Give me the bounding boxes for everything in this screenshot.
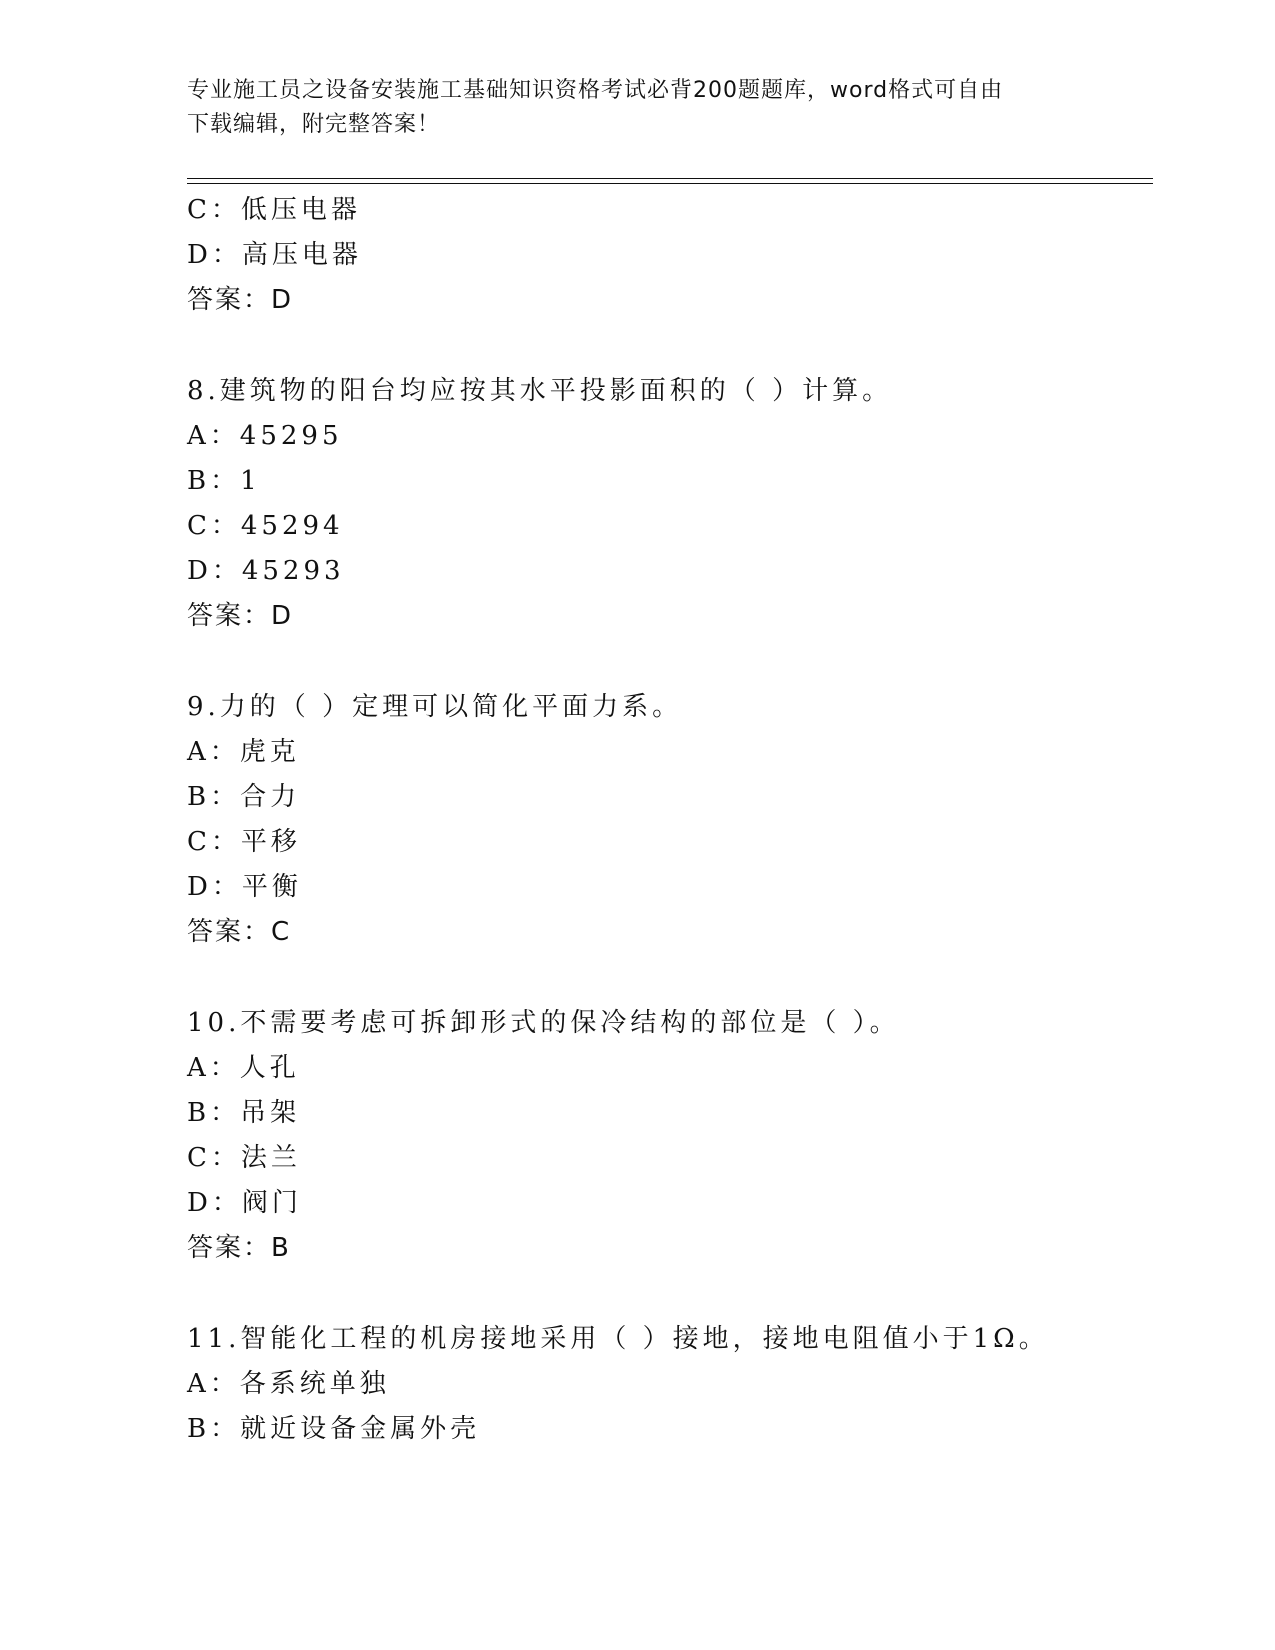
q11-option-a: A：各系统单独: [187, 1369, 390, 1399]
q8-stem: 8.建筑物的阳台均应按其水平投影面积的（ ）计算。: [187, 376, 893, 406]
q8-option-b: B：1: [187, 466, 261, 496]
q8-answer: 答案：D: [187, 601, 294, 631]
q9-answer: 答案：C: [187, 917, 292, 947]
header-line-2: 下载编辑，附完整答案！: [187, 112, 441, 137]
q10-stem: 10.不需要考虑可拆卸形式的保冷结构的部位是（ ）。: [187, 1008, 900, 1038]
q8-option-d: D：45293: [187, 556, 345, 586]
q8-option-c: C：45294: [187, 511, 344, 541]
q11-option-b: B：就近设备金属外壳: [187, 1414, 481, 1444]
q7-answer: 答案：D: [187, 285, 294, 315]
q10-option-a: A：人孔: [187, 1053, 300, 1083]
q10-option-d: D：阀门: [187, 1188, 302, 1218]
document-header: [187, 74, 1067, 142]
q9-stem: 9.力的（ ）定理可以简化平面力系。: [187, 692, 683, 722]
header-rule-top: [187, 178, 1153, 179]
q9-option-d: D：平衡: [187, 872, 302, 902]
q8-option-a: A：45295: [187, 421, 343, 451]
q10-option-b: B：吊架: [187, 1098, 301, 1128]
q9-option-b: B：合力: [187, 782, 301, 812]
q10-answer: 答案：B: [187, 1233, 291, 1263]
q9-option-a: A：虎克: [187, 737, 300, 767]
q7-option-d: D：高压电器: [187, 240, 362, 270]
q9-option-c: C：平移: [187, 827, 301, 857]
q10-option-c: C：法兰: [187, 1143, 301, 1173]
header-rule-bottom: [187, 183, 1153, 184]
q7-option-c: C：低压电器: [187, 195, 361, 225]
header-line-1: 专业施工员之设备安装施工基础知识资格考试必背200题题库，word格式可自由: [187, 78, 1004, 103]
q11-stem: 11.智能化工程的机房接地采用（ ）接地，接地电阻值小于1Ω。: [187, 1324, 1049, 1354]
